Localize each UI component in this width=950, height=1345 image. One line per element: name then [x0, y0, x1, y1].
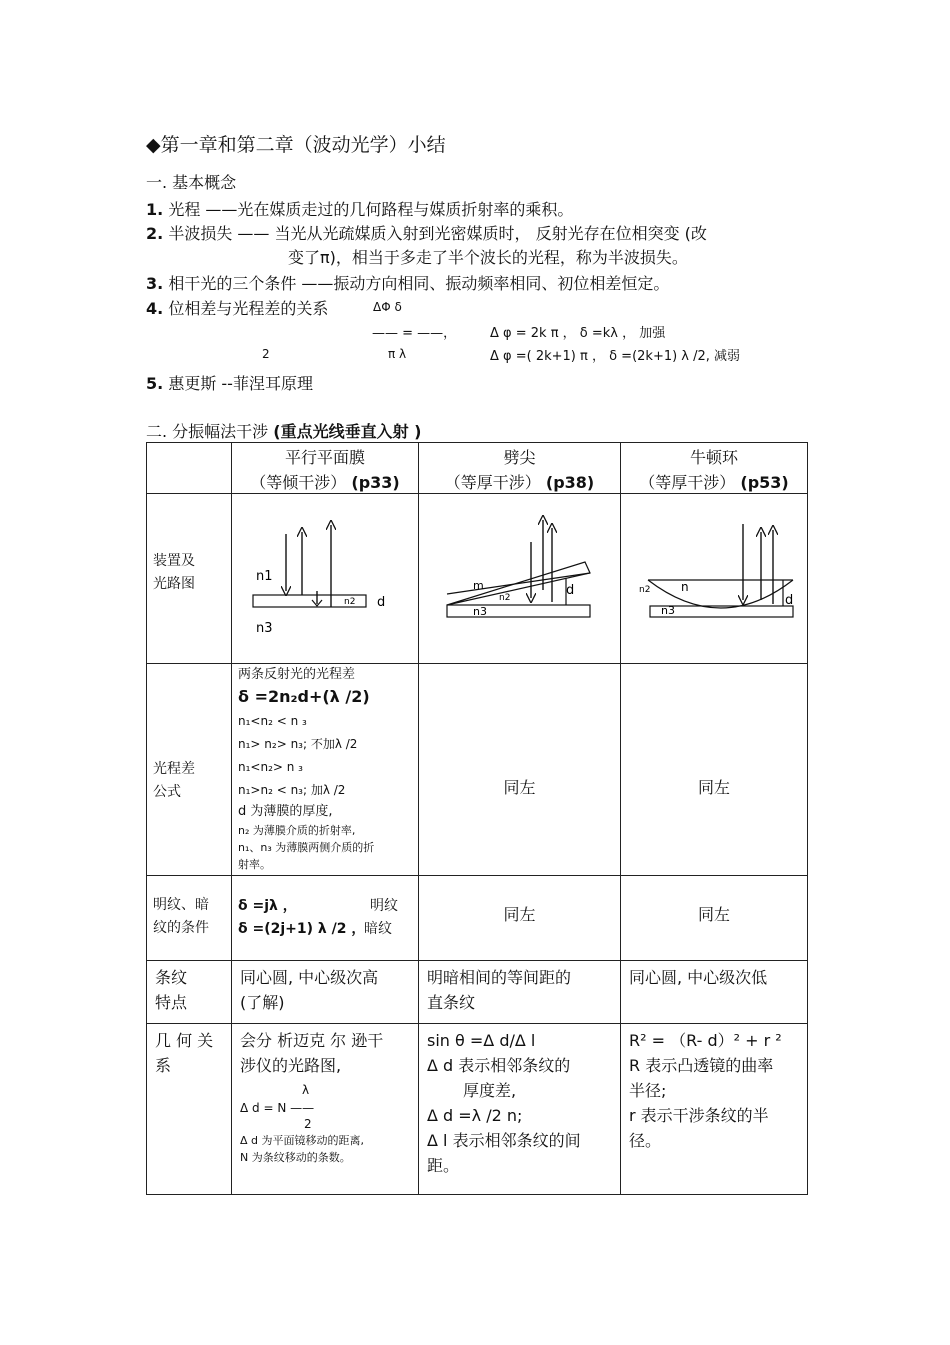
- item-text: 光程 ——光在媒质走过的几何路程与媒质折射率的乘积。: [168, 200, 574, 219]
- formula-parallel-film: [232, 664, 419, 876]
- condition-destructive: Δ φ =( 2k+1) π ， δ =(2k+1) λ /2, 减弱: [490, 349, 741, 364]
- denominator-two: 2: [304, 1117, 312, 1131]
- section2-heading: [146, 419, 421, 442]
- geometry-line: 涉仪的光路图,: [240, 1056, 342, 1075]
- formula-main: δ =2n₂d+(λ /2): [238, 687, 370, 706]
- dark-condition: δ =(2j+1) λ /2 ， 暗纹: [238, 921, 392, 937]
- geometry-newton: [621, 1024, 808, 1195]
- features-wedge: [419, 961, 621, 1024]
- label-n2: n2: [639, 585, 651, 595]
- same-as-left: 同左: [697, 905, 730, 924]
- concept-item-5: [146, 371, 313, 394]
- label-line: 公式: [153, 784, 181, 800]
- formula-line: n₁<n₂> n ₃: [238, 760, 303, 774]
- formula-newton-rings: [621, 664, 808, 876]
- label-line: 特点: [155, 993, 188, 1012]
- label-n1: n1: [256, 569, 273, 584]
- formula-mid: —— = ——，: [372, 326, 457, 341]
- section1-heading: 一. 基本概念: [146, 173, 237, 192]
- formula-line: 射率。: [238, 858, 271, 871]
- geometry-line: R 表示凸透镜的曲率: [629, 1056, 774, 1075]
- label-line: 条纹: [155, 968, 188, 987]
- item-text: 半波损失 —— 当光从光疏媒质入射到光密媒质时， 反射光存在位相突变 (改: [168, 224, 707, 243]
- header-name: 牛顿环: [689, 448, 738, 467]
- header-parallel-film: [232, 443, 419, 494]
- formula-wedge: [419, 664, 621, 876]
- item-number: 1.: [146, 200, 164, 219]
- geometry-wedge: [419, 1024, 621, 1195]
- concept-item-2-cont: 变了π)，相当于多走了半个波长的光程，称为半波损失。: [288, 248, 688, 267]
- item-number: 2.: [146, 224, 164, 243]
- note-line: Δ d 为平面镜移动的距离,: [240, 1134, 364, 1147]
- header-sub: （等厚干涉） (p38): [444, 473, 595, 492]
- feature-line: 同心圆, 中心级次高: [240, 968, 379, 987]
- geometry-line: 距。: [427, 1156, 460, 1175]
- fringe-condition-newton: [621, 876, 808, 961]
- formula-two: 2: [262, 347, 270, 361]
- label-n2: n2: [499, 593, 511, 603]
- interference-table: [146, 442, 808, 1195]
- formula-line: d 为薄膜的厚度,: [238, 804, 333, 819]
- diagram-parallel-film: [232, 494, 419, 664]
- row-label-fringe-condition: [147, 876, 232, 961]
- page-title: ◆第一章和第二章（波动光学）小结: [146, 134, 446, 156]
- concept-item-3: [146, 271, 669, 294]
- lambda-symbol: λ: [302, 1083, 310, 1097]
- note-line: N 为条纹移动的条数。: [240, 1151, 351, 1164]
- item-number: 3.: [146, 274, 164, 293]
- diagram-newton-rings: [621, 494, 808, 664]
- newton-rings-diagram: [621, 494, 807, 659]
- feature-line: 直条纹: [427, 993, 476, 1012]
- formula-line: 两条反射光的光程差: [238, 667, 356, 682]
- fringe-condition-wedge: [419, 876, 621, 961]
- features-newton: [621, 961, 808, 1024]
- geometry-line: 会分 析迈克 尔 逊干: [240, 1031, 384, 1050]
- section2-title: 二. 分振幅法干涉: [146, 422, 269, 441]
- label-line: 光路图: [153, 576, 195, 592]
- mirror-equation: Δ d = N ——: [240, 1101, 315, 1115]
- radius-equation: R² = （R- d）² + r ²: [629, 1031, 782, 1050]
- concept-item-1: [146, 197, 573, 220]
- condition-constructive: Δ φ = 2k π ， δ =kλ ， 加强: [490, 326, 666, 341]
- diagram-wedge: [419, 494, 621, 664]
- label-n1: m: [473, 579, 484, 592]
- geometry-line: 径。: [629, 1131, 662, 1150]
- label-d: d: [566, 583, 575, 598]
- header-name: 劈尖: [503, 448, 536, 467]
- features-parallel: [232, 961, 419, 1024]
- feature-line: 同心圆, 中心级次低: [629, 968, 768, 987]
- label-line: 系: [155, 1056, 172, 1075]
- geometry-line: 半径;: [629, 1081, 667, 1100]
- label-d: d: [377, 595, 386, 610]
- geometry-line: Δ l 表示相邻条纹的间: [427, 1131, 581, 1150]
- geometry-line: Δ d =λ /2 n;: [427, 1106, 523, 1125]
- row-label-geometry: [147, 1024, 232, 1195]
- item-text: 惠更斯 --菲涅耳原理: [168, 374, 313, 393]
- fringe-condition-parallel: [232, 876, 419, 961]
- section2-note: (重点光线垂直入射 ): [273, 422, 422, 441]
- label-d: d: [785, 593, 794, 608]
- header-sub: （等厚干涉） (p53): [639, 473, 789, 492]
- bright-condition: δ =jλ ， 明纹: [238, 898, 398, 914]
- label-line: 纹的条件: [153, 920, 209, 936]
- formula-line: n₁、n₃ 为薄膜两侧介质的折: [238, 841, 375, 854]
- label-line: 装置及: [153, 553, 195, 569]
- feature-line: 明暗相间的等间距的: [427, 968, 572, 987]
- base-plate: [447, 605, 590, 617]
- geometry-line: sin θ =Δ d/Δ l: [427, 1031, 536, 1050]
- feature-line: (了解): [240, 993, 285, 1012]
- formula-line: n₂ 为薄膜介质的折射率,: [238, 824, 356, 837]
- geometry-parallel: [232, 1024, 419, 1195]
- item-number: 4.: [146, 299, 164, 318]
- parallel-film-diagram: [232, 494, 418, 659]
- geometry-line: Δ d 表示相邻条纹的: [427, 1056, 571, 1075]
- wedge-diagram: [419, 494, 620, 659]
- row-label-formula: [147, 664, 232, 876]
- label-line: 明纹、暗: [153, 897, 209, 913]
- header-newton-rings: [621, 443, 808, 494]
- formula-bottom: π λ: [388, 347, 407, 361]
- concept-item-4: [146, 296, 328, 319]
- item-text: 位相差与光程差的关系: [168, 299, 329, 318]
- label-n1: n: [681, 580, 689, 594]
- row-label-features: [147, 961, 232, 1024]
- formula-line: n₁> n₂> n₃; 不加λ /2: [238, 737, 358, 751]
- label-line: 光程差: [153, 761, 195, 777]
- item-text: 相干光的三个条件 ——振动方向相同、振动频率相同、初位相差恒定。: [168, 274, 670, 293]
- formula-line: n₁<n₂ < n ₃: [238, 714, 307, 728]
- row-label-apparatus: [147, 494, 232, 664]
- header-wedge: [419, 443, 621, 494]
- same-as-left: 同左: [503, 778, 536, 797]
- geometry-line: r 表示干涉条纹的半: [629, 1106, 769, 1125]
- concept-item-2: [146, 221, 707, 244]
- geometry-line: 厚度差,: [463, 1081, 517, 1100]
- label-n3: n3: [256, 621, 273, 636]
- same-as-left: 同左: [697, 778, 730, 797]
- header-name: 平行平面膜: [284, 448, 365, 467]
- label-line: 几 何 关: [155, 1031, 214, 1050]
- item-number: 5.: [146, 374, 164, 393]
- label-n3: n3: [473, 605, 487, 618]
- label-n3: n3: [661, 604, 675, 617]
- formula-top: ΔΦ δ: [373, 300, 402, 314]
- same-as-left: 同左: [503, 905, 536, 924]
- label-n2: n2: [344, 597, 356, 607]
- header-sub: （等倾干涉） (p33): [250, 473, 400, 492]
- formula-line: n₁>n₂ < n₃; 加λ /2: [238, 783, 346, 797]
- header-empty: [147, 443, 232, 494]
